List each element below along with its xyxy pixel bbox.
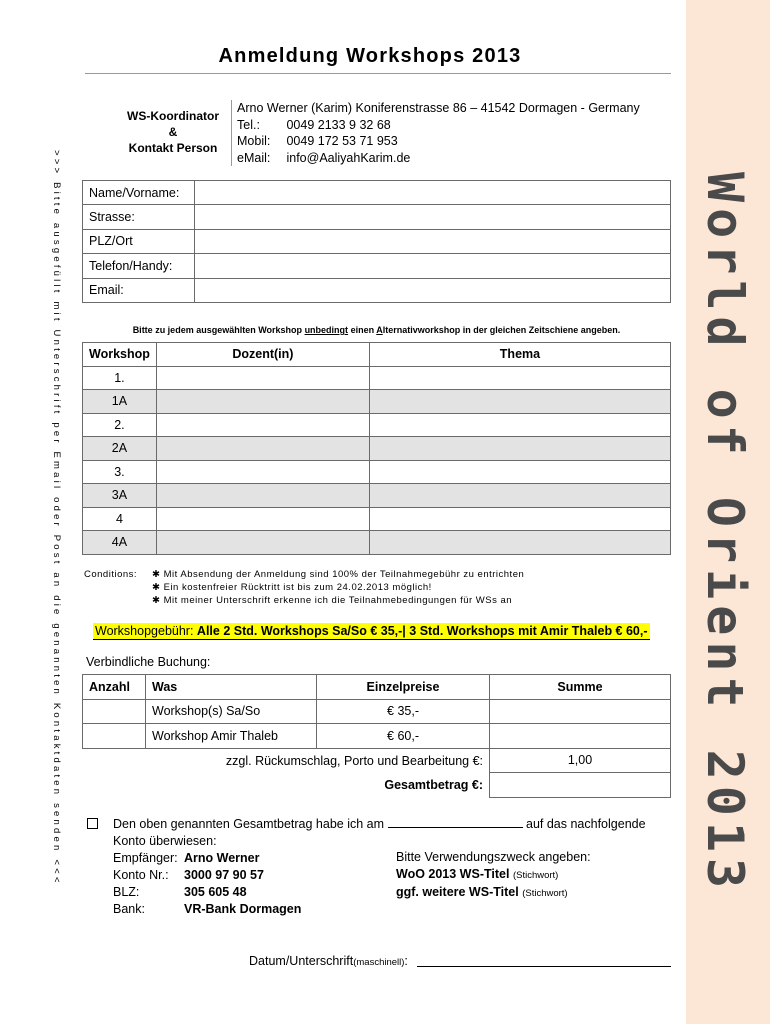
item-cell: Workshop Amir Thaleb xyxy=(146,724,317,749)
workshop-slot: 1A xyxy=(83,390,157,414)
teacher-cell[interactable] xyxy=(156,531,369,555)
sum-cell[interactable] xyxy=(490,699,671,724)
header-theme: Thema xyxy=(369,343,670,367)
sidebar-title: World of Orient 2013 xyxy=(696,172,754,895)
fee-value: Alle 2 Std. Workshops Sa/So € 35,-| 3 Std. Workshops mit Amir Thaleb € 60,- xyxy=(196,624,648,638)
blz-row: BLZ: 305 605 48 xyxy=(113,885,247,899)
street-field[interactable] xyxy=(195,205,671,229)
contact-block xyxy=(237,100,640,166)
workshop-table xyxy=(82,342,671,555)
contact-email xyxy=(237,150,640,167)
workshop-slot: 3A xyxy=(83,484,157,508)
notice-part3: lternativworkshop in der gleichen Zeitschiene angeben. xyxy=(382,325,621,335)
table-row xyxy=(83,366,671,390)
teacher-cell[interactable] xyxy=(156,460,369,484)
email-label: eMail: xyxy=(237,150,271,165)
coordinator-label-line2: & xyxy=(168,125,178,139)
tel-value: 0049 2133 9 32 68 xyxy=(286,117,391,132)
workshop-notice xyxy=(82,325,671,335)
coordinator-label-line3: Kontakt Person xyxy=(128,141,218,155)
asterisk-icon: ✱ xyxy=(152,595,161,606)
condition-item: ✱ Mit Absendung der Anmeldung sind 100% der Teilnahmegebühr zu entrichten xyxy=(152,569,525,580)
condition-item: ✱ Mit meiner Unterschrift erkenne ich die Teilnahmebedingungen für WSs an xyxy=(152,595,513,606)
table-row xyxy=(83,205,671,229)
table-header-row xyxy=(83,675,671,700)
table-row xyxy=(83,699,671,724)
quantity-cell[interactable] xyxy=(83,699,146,724)
header-workshop: Workshop xyxy=(83,343,157,367)
table-row xyxy=(83,413,671,437)
transfer-date-field[interactable] xyxy=(388,815,523,828)
table-row xyxy=(83,724,671,749)
coordinator-separator xyxy=(231,100,232,166)
table-row xyxy=(83,278,671,302)
theme-cell[interactable] xyxy=(369,366,670,390)
bank-row: Bank: VR-Bank Dormagen xyxy=(113,902,302,916)
table-row xyxy=(83,484,671,508)
shipping-value: 1,00 xyxy=(490,748,671,773)
personal-data-table xyxy=(82,180,671,303)
theme-cell[interactable] xyxy=(369,413,670,437)
theme-cell[interactable] xyxy=(369,437,670,461)
workshop-slot: 2. xyxy=(83,413,157,437)
quantity-cell[interactable] xyxy=(83,724,146,749)
purpose-line1: WoO 2013 WS-Titel (Stichwort) xyxy=(396,867,559,881)
notice-part1: Bitte zu jedem ausgewählten Workshop xyxy=(132,325,305,335)
contact-mobil xyxy=(237,133,640,150)
price-cell: € 60,- xyxy=(317,724,490,749)
table-row xyxy=(83,390,671,414)
condition-item: ✱ Ein kostenfreier Rücktritt ist bis zum 24.02.2013 möglich! xyxy=(152,582,432,593)
workshop-slot: 1. xyxy=(83,366,157,390)
field-label-phone: Telefon/Handy: xyxy=(83,254,195,278)
signature-field[interactable] xyxy=(417,966,671,967)
payment-line2: Konto überwiesen: xyxy=(113,834,217,848)
booking-table xyxy=(82,674,671,798)
header-unit-price: Einzelpreise xyxy=(317,675,490,700)
header-sum: Summe xyxy=(490,675,671,700)
purpose-block xyxy=(396,849,591,902)
teacher-cell[interactable] xyxy=(156,437,369,461)
workshop-slot: 4A xyxy=(83,531,157,555)
total-field[interactable] xyxy=(490,773,671,798)
theme-cell[interactable] xyxy=(369,531,670,555)
email-value[interactable]: info@AaliyahKarim.de xyxy=(286,150,411,165)
purpose-label: Bitte Verwendungszweck angeben: xyxy=(396,850,591,864)
phone-field[interactable] xyxy=(195,254,671,278)
table-row xyxy=(83,773,671,798)
coordinator-label-line1: WS-Koordinator xyxy=(127,109,219,123)
table-header-row xyxy=(83,343,671,367)
field-label-email: Email: xyxy=(83,278,195,302)
contact-address: Arno Werner (Karim) Koniferenstrasse 86 – 41542 Dormagen - Germany xyxy=(237,101,640,115)
zip-city-field[interactable] xyxy=(195,229,671,253)
header-quantity: Anzahl xyxy=(83,675,146,700)
purpose-line2: ggf. weitere WS-Titel (Stichwort) xyxy=(396,885,568,899)
workshop-slot: 3. xyxy=(83,460,157,484)
field-label-name: Name/Vorname: xyxy=(83,181,195,205)
mobil-value: 0049 172 53 71 953 xyxy=(286,134,398,148)
left-instruction-text: >>> Bitte ausgefüllt mit Unterschrift per Email oder Post an die genannten Kontaktdaten senden <<< xyxy=(51,150,62,886)
account-row: Konto Nr.: 3000 97 90 57 xyxy=(113,868,264,882)
total-label: Gesamtbetrag €: xyxy=(83,773,490,798)
field-label-street: Strasse: xyxy=(83,205,195,229)
teacher-cell[interactable] xyxy=(156,366,369,390)
theme-cell[interactable] xyxy=(369,484,670,508)
table-row xyxy=(83,181,671,205)
table-row xyxy=(83,437,671,461)
asterisk-icon: ✱ xyxy=(152,569,161,580)
item-cell: Workshop(s) Sa/So xyxy=(146,699,317,724)
theme-cell[interactable] xyxy=(369,460,670,484)
teacher-cell[interactable] xyxy=(156,484,369,508)
workshop-slot: 4 xyxy=(83,507,157,531)
table-row xyxy=(83,229,671,253)
asterisk-icon: ✱ xyxy=(152,582,161,593)
name-field[interactable] xyxy=(195,181,671,205)
signature-label: Datum/Unterschrift(maschinell): xyxy=(249,954,408,968)
contact-tel xyxy=(237,117,640,134)
conditions-label: Conditions: xyxy=(84,569,138,580)
payment-checkbox[interactable] xyxy=(87,818,98,829)
teacher-cell[interactable] xyxy=(156,413,369,437)
fee-label: Workshopgebühr: xyxy=(95,624,197,638)
shipping-label: zzgl. Rückumschlag, Porto und Bearbeitung €: xyxy=(83,748,490,773)
notice-underlined2: A xyxy=(376,325,383,335)
conditions-list xyxy=(152,568,524,607)
teacher-cell[interactable] xyxy=(156,507,369,531)
notice-part2: einen xyxy=(348,325,377,335)
fee-banner xyxy=(93,623,650,640)
title-divider xyxy=(85,73,671,74)
header-teacher: Dozent(in) xyxy=(156,343,369,367)
field-label-zip: PLZ/Ort xyxy=(83,229,195,253)
mobil-label: Mobil: xyxy=(237,134,271,148)
table-row xyxy=(83,507,671,531)
payment-line1: Den oben genannten Gesamtbetrag habe ich am auf das nachfolgende xyxy=(113,817,646,831)
header-what: Was xyxy=(146,675,317,700)
teacher-cell[interactable] xyxy=(156,390,369,414)
recipient-row: Empfänger: Arno Werner xyxy=(113,851,260,865)
email-field[interactable] xyxy=(195,278,671,302)
tel-label: Tel.: xyxy=(237,117,260,132)
notice-underlined: unbedingt xyxy=(304,325,349,335)
theme-cell[interactable] xyxy=(369,390,670,414)
table-row xyxy=(83,460,671,484)
page-title: Anmeldung Workshops 2013 xyxy=(218,45,522,67)
booking-label: Verbindliche Buchung: xyxy=(86,655,211,669)
table-row xyxy=(83,254,671,278)
coordinator-label xyxy=(113,108,233,156)
theme-cell[interactable] xyxy=(369,507,670,531)
workshop-slot: 2A xyxy=(83,437,157,461)
price-cell: € 35,- xyxy=(317,699,490,724)
table-row xyxy=(83,748,671,773)
table-row xyxy=(83,531,671,555)
sum-cell[interactable] xyxy=(490,724,671,749)
